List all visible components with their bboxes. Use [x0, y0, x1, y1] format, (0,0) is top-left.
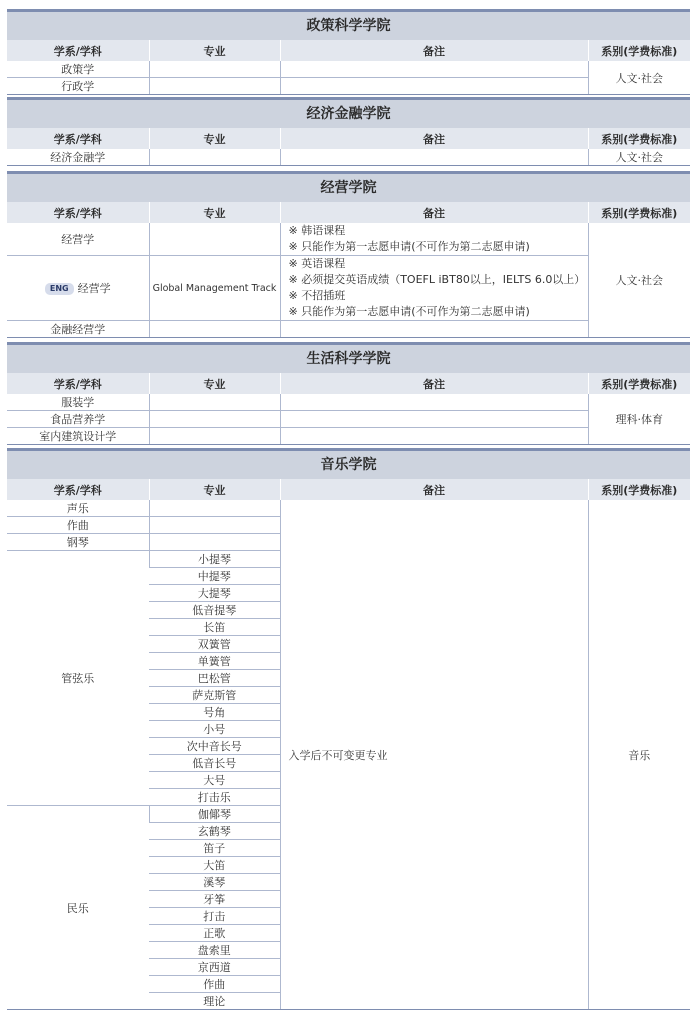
major-cell: 萨克斯管	[149, 687, 280, 704]
header-note: 备注	[280, 479, 588, 500]
major-cell: 小号	[149, 721, 280, 738]
dept-cell: 行政学	[7, 78, 149, 95]
dept-cell: 金融经营学	[7, 321, 149, 338]
major-cell: 大笛	[149, 857, 280, 874]
section-policy-science	[7, 9, 690, 95]
major-cell: 双簧管	[149, 636, 280, 653]
section-title: 音乐学院	[7, 448, 690, 479]
major-cell: 正歌	[149, 925, 280, 942]
major-cell: 号角	[149, 704, 280, 721]
header-major: 专业	[149, 40, 280, 61]
category-cell: 人文·社会	[588, 223, 690, 338]
section-table	[7, 40, 690, 95]
header-major: 专业	[149, 202, 280, 223]
major-cell: 打击	[149, 908, 280, 925]
major-cell: 低音长号	[149, 755, 280, 772]
major-cell: 长笛	[149, 619, 280, 636]
major-cell: 玄鹤琴	[149, 823, 280, 840]
section-life-science	[7, 342, 690, 445]
major-cell: 盘索里	[149, 942, 280, 959]
header-dept: 学系/学科	[7, 128, 149, 149]
note-cell: 入学后不可变更专业	[280, 500, 588, 1010]
header-major: 专业	[149, 128, 280, 149]
note-cell: ※ 英语课程 ※ 必须提交英语成绩（TOEFL iBT80以上，IELTS 6.0以上） ※ 不招插班 ※ 只能作为第一志愿申请(不可作为第二志愿申请)	[280, 256, 588, 321]
major-cell: 单簧管	[149, 653, 280, 670]
major-cell: Global Management Track	[149, 256, 280, 321]
major-cell: 打击乐	[149, 789, 280, 806]
section-title: 生活科学学院	[7, 342, 690, 373]
major-cell: 作曲	[149, 976, 280, 993]
section-title: 政策科学学院	[7, 9, 690, 40]
header-major: 专业	[149, 479, 280, 500]
section-table	[7, 373, 690, 445]
section-title: 经济金融学院	[7, 97, 690, 128]
category-cell: 人文·社会	[588, 149, 690, 166]
header-note: 备注	[280, 373, 588, 394]
major-cell: 中提琴	[149, 568, 280, 585]
category-cell: 音乐	[588, 500, 690, 1010]
header-category: 系别(学费标准)	[588, 202, 690, 223]
major-cell: 溪琴	[149, 874, 280, 891]
major-cell: 理论	[149, 993, 280, 1010]
major-cell: 伽倻琴	[149, 806, 280, 823]
dept-cell: 经营学	[7, 223, 149, 256]
section-economics-finance	[7, 97, 690, 166]
dept-cell: 作曲	[7, 517, 149, 534]
major-cell: 大号	[149, 772, 280, 789]
eng-badge: ENG	[45, 283, 74, 295]
major-cell: 笛子	[149, 840, 280, 857]
category-cell: 人文·社会	[588, 61, 690, 95]
dept-cell: 声乐	[7, 500, 149, 517]
header-note: 备注	[280, 128, 588, 149]
section-table	[7, 479, 690, 1010]
major-cell: 大提琴	[149, 585, 280, 602]
major-cell: 京西道	[149, 959, 280, 976]
header-note: 备注	[280, 202, 588, 223]
dept-cell: 钢琴	[7, 534, 149, 551]
major-cell: 牙筝	[149, 891, 280, 908]
header-category: 系别(学费标准)	[588, 128, 690, 149]
header-dept: 学系/学科	[7, 40, 149, 61]
section-table	[7, 202, 690, 338]
major-cell: 巴松管	[149, 670, 280, 687]
dept-cell: 服装学	[7, 394, 149, 411]
header-category: 系别(学费标准)	[588, 373, 690, 394]
section-business	[7, 171, 690, 338]
header-category: 系别(学费标准)	[588, 40, 690, 61]
major-cell: 低音提琴	[149, 602, 280, 619]
header-major: 专业	[149, 373, 280, 394]
header-dept: 学系/学科	[7, 373, 149, 394]
header-dept: 学系/学科	[7, 202, 149, 223]
dept-cell: 民乐	[7, 806, 149, 1010]
header-category: 系别(学费标准)	[588, 479, 690, 500]
major-cell: 小提琴	[149, 551, 280, 568]
note-cell: ※ 韩语课程 ※ 只能作为第一志愿申请(不可作为第二志愿申请)	[280, 223, 588, 256]
category-cell: 理科·体育	[588, 394, 690, 445]
section-title: 经营学院	[7, 171, 690, 202]
major-cell: 次中音长号	[149, 738, 280, 755]
section-music	[7, 448, 690, 1010]
header-dept: 学系/学科	[7, 479, 149, 500]
dept-cell: 室内建筑设计学	[7, 428, 149, 445]
dept-cell: ENG 经营学	[7, 256, 149, 321]
dept-cell: 管弦乐	[7, 551, 149, 806]
header-note: 备注	[280, 40, 588, 61]
dept-cell: 食品营养学	[7, 411, 149, 428]
dept-cell: 经济金融学	[7, 149, 149, 166]
dept-cell: 政策学	[7, 61, 149, 78]
section-table	[7, 128, 690, 166]
